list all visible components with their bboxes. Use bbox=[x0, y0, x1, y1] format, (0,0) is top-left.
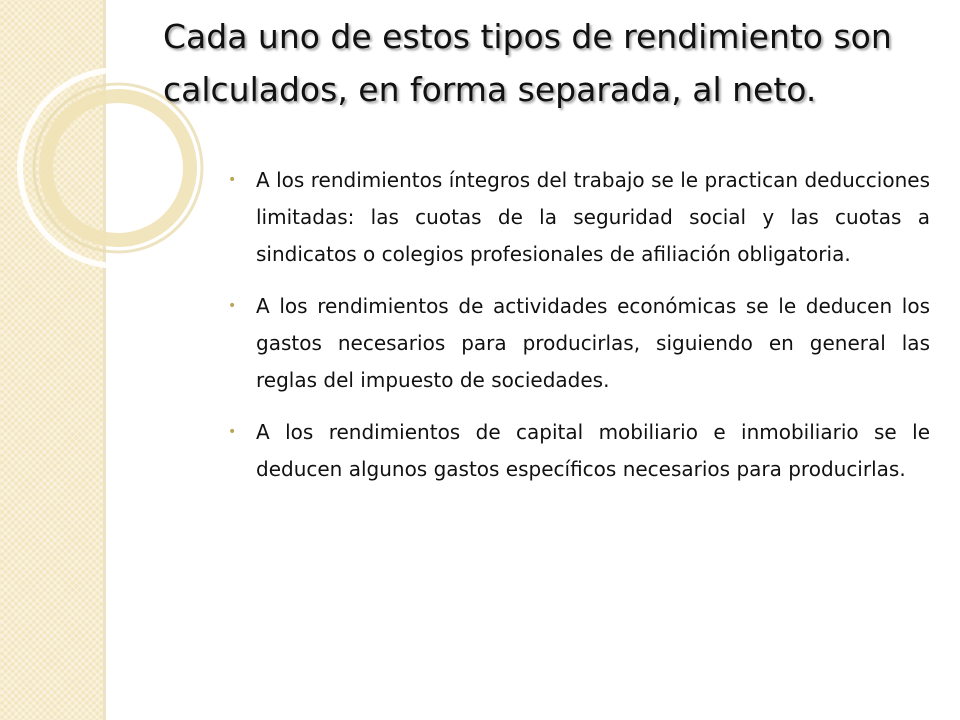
decorative-circle-inner bbox=[46, 96, 190, 240]
bullet-text-3: A los rendimientos de capital mobiliario e inmobiliario se le deducen algunos gastos específicos necesarios para producirlas. bbox=[256, 420, 930, 481]
slide-title: Cada uno de estos tipos de rendimiento son calculados, en forma separada, al neto. bbox=[163, 17, 892, 109]
bullet-item-3 bbox=[228, 414, 930, 488]
bullet-item-1 bbox=[228, 162, 930, 273]
bullet-text-1: A los rendimientos íntegros del trabajo se le practican deducciones limitadas: las cuotas de la seguridad social y las cuotas a sindicatos o colegios profesionales de afiliación obligatoria. bbox=[256, 168, 930, 266]
bullet-list bbox=[228, 162, 930, 503]
bullet-text-2: A los rendimientos de actividades económicas se le deducen los gastos necesarios para producirlas, siguiendo en general las reglas del impuesto de sociedades. bbox=[256, 294, 930, 392]
bullet-dot-icon: • bbox=[228, 172, 237, 188]
bullet-dot-icon: • bbox=[228, 424, 237, 440]
bullet-dot-icon: • bbox=[228, 298, 237, 314]
bullet-item-2 bbox=[228, 288, 930, 399]
